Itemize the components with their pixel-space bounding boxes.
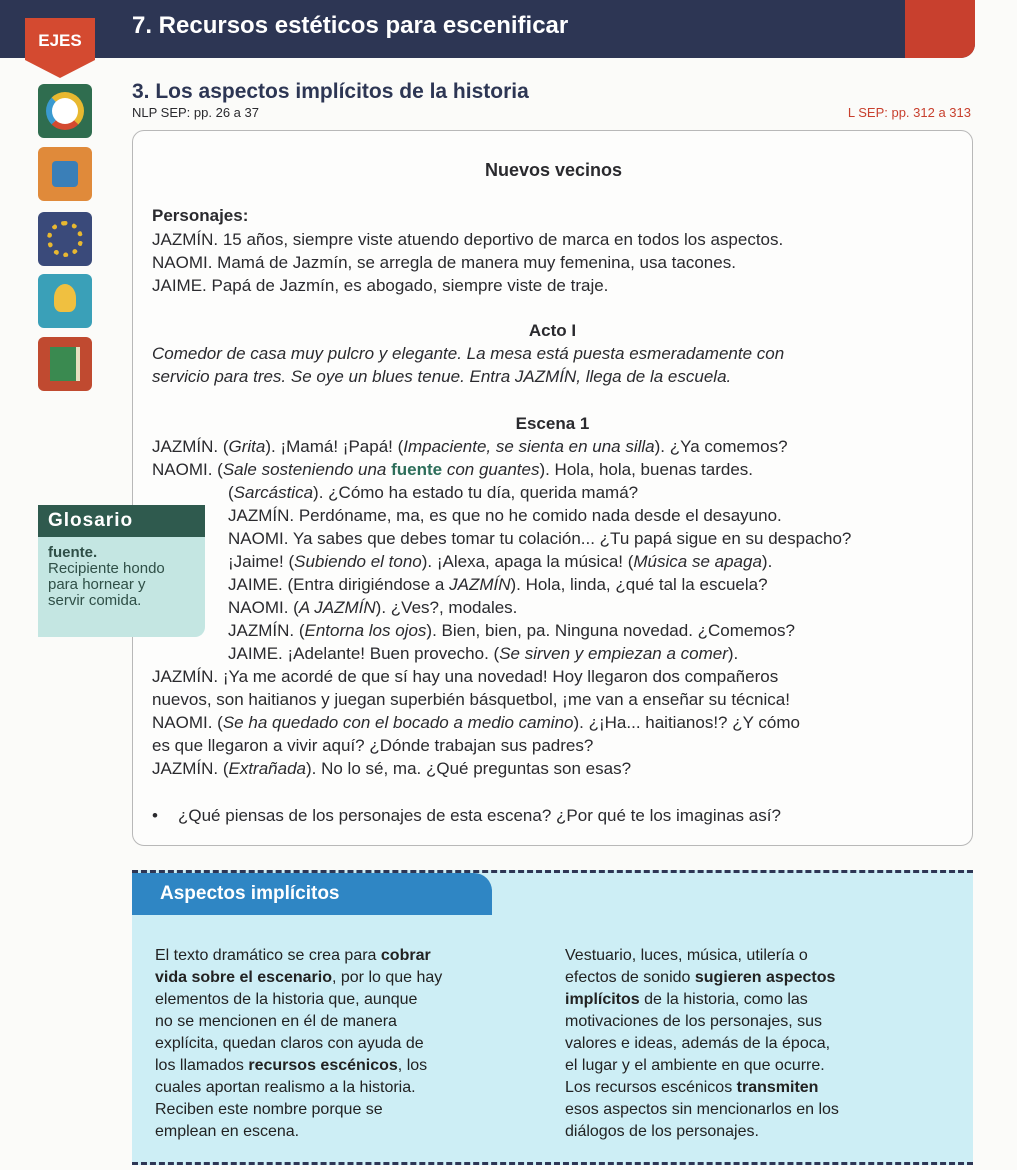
script-line bbox=[152, 366, 731, 388]
text-segment: emplean en escena. bbox=[155, 1123, 300, 1140]
script-line bbox=[228, 597, 517, 619]
lesson-title: 3. Los aspectos implícitos de la historia bbox=[132, 80, 529, 103]
text-segment: JAZMÍN. ( bbox=[152, 759, 229, 778]
text-segment: NAOMI. ( bbox=[152, 713, 223, 732]
glossary-term-link[interactable]: recursos escénicos bbox=[248, 1057, 398, 1074]
text-segment: los llamados bbox=[155, 1057, 249, 1074]
text-segment: el lugar y el ambiente en que ocurre. bbox=[565, 1057, 825, 1074]
text-segment: Se sirven y empiezan a comer bbox=[499, 644, 728, 663]
text-segment: ). Hola, hola, buenas tardes. bbox=[539, 460, 754, 479]
glossary-box bbox=[38, 505, 205, 637]
glossary-term-link[interactable]: fuente bbox=[391, 460, 443, 479]
glossary-term: fuente. bbox=[48, 544, 98, 561]
text-segment: JAIME. (Entra dirigiéndose a bbox=[228, 575, 450, 594]
text-segment: explícita, quedan claros con ayuda de bbox=[155, 1035, 424, 1052]
aspects-line bbox=[565, 945, 839, 967]
text-segment: Reciben este nombre porque se bbox=[155, 1101, 383, 1118]
text-segment: ). Bien, bien, pa. Ninguna novedad. ¿Comemos? bbox=[426, 621, 795, 640]
text-segment: no se mencionen en él de manera bbox=[155, 1013, 397, 1030]
text-segment: Extrañada bbox=[228, 759, 306, 778]
text-segment: Acto I bbox=[528, 321, 577, 340]
script-line bbox=[132, 413, 973, 435]
lightbulb-icon bbox=[38, 274, 92, 328]
text-segment: Música se apaga bbox=[633, 552, 762, 571]
script-line bbox=[152, 689, 790, 711]
script-line bbox=[152, 275, 608, 297]
text-segment: , los bbox=[397, 1057, 428, 1074]
aspects-line bbox=[565, 989, 839, 1011]
script-line bbox=[228, 528, 851, 550]
script-line bbox=[152, 229, 783, 251]
lsep-reference: L SEP: pp. 312 a 313 bbox=[847, 105, 971, 120]
script-line bbox=[228, 551, 772, 573]
text-segment: Personajes: bbox=[152, 206, 249, 225]
aspects-line bbox=[565, 1033, 839, 1055]
target-icon bbox=[38, 84, 92, 138]
text-segment: nuevos, son haitianos y juegan superbién básquetbol, ¡me van a enseñar su técnica! bbox=[152, 690, 790, 709]
text-segment: JAIME. ¡Adelante! Buen provecho. ( bbox=[228, 644, 500, 663]
reflection-question: ¿Qué piensas de los personajes de esta escena? ¿Por qué te los imaginas así? bbox=[178, 806, 781, 825]
text-segment: JAZMÍN. ¡Ya me acordé de que sí hay una novedad! Hoy llegaron dos compañeros bbox=[152, 667, 779, 686]
aspects-box bbox=[132, 870, 973, 1165]
text-segment: es que llegaron a vivir aquí? ¿Dónde trabajan sus padres? bbox=[152, 736, 594, 755]
aspects-line bbox=[155, 1055, 442, 1077]
aspects-line bbox=[155, 1011, 442, 1033]
aspects-line bbox=[565, 1011, 839, 1033]
text-segment: NAOMI. ( bbox=[228, 598, 299, 617]
text-segment: Los recursos escénicos bbox=[565, 1079, 737, 1096]
text-segment: ). ¿Cómo ha estado tu día, querida mamá? bbox=[313, 483, 639, 502]
text-segment: JAZMÍN bbox=[449, 575, 511, 594]
text-segment: Subiendo el tono bbox=[294, 552, 422, 571]
chapter-title: 7. Recursos estéticos para escenificar bbox=[132, 12, 569, 39]
text-segment: ). ¡Alexa, apaga la música! ( bbox=[421, 552, 634, 571]
aspects-line bbox=[155, 1033, 442, 1055]
text-segment: ). ¡Mamá! ¡Papá! ( bbox=[265, 437, 404, 456]
text-segment: Vestuario, luces, música, utilería o bbox=[565, 947, 808, 964]
text-segment: esos aspectos sin mencionarlos en los bbox=[565, 1101, 839, 1118]
text-segment: ). No lo sé, ma. ¿Qué preguntas son esas? bbox=[306, 759, 632, 778]
text-segment: JAZMÍN. ( bbox=[228, 621, 305, 640]
aspects-line bbox=[155, 1099, 442, 1121]
script-line bbox=[228, 620, 795, 642]
aspects-right-column bbox=[565, 945, 839, 1143]
script-title: Nuevos vecinos bbox=[484, 160, 623, 180]
text-segment: ). ¿¡Ha... haitianos!? ¿Y cómo bbox=[573, 713, 800, 732]
aspects-line bbox=[565, 1077, 839, 1099]
text-segment: Sale sosteniendo una bbox=[222, 460, 392, 479]
glossary-definition-line: servir comida. bbox=[48, 592, 142, 609]
text-segment: Entorna los ojos bbox=[304, 621, 427, 640]
script-line bbox=[152, 459, 753, 481]
text-segment: Impaciente, se sienta en una silla bbox=[403, 437, 655, 456]
aspects-line bbox=[155, 1077, 442, 1099]
text-segment: , por lo que hay bbox=[331, 969, 443, 986]
aspects-line bbox=[155, 945, 442, 967]
text-segment: valores e ideas, además de la época, bbox=[565, 1035, 831, 1052]
text-segment: efectos de sonido bbox=[565, 969, 695, 986]
script-line bbox=[152, 758, 631, 780]
text-segment: ). bbox=[727, 644, 739, 663]
text-segment: El texto dramático se crea para bbox=[155, 947, 381, 964]
text-segment: ¡Jaime! ( bbox=[228, 552, 295, 571]
text-segment: JAZMÍN. 15 años, siempre viste atuendo deportivo de marca en todos los aspectos. bbox=[152, 230, 784, 249]
text-segment: elementos de la historia que, aunque bbox=[155, 991, 418, 1008]
puzzle-icon bbox=[38, 147, 92, 201]
text-segment: NAOMI. Mamá de Jazmín, se arregla de manera muy femenina, usa tacones. bbox=[152, 253, 736, 272]
script-line bbox=[152, 252, 736, 274]
script-line bbox=[152, 436, 788, 458]
text-segment: JAZMÍN. Perdóname, ma, es que no he comido nada desde el desayuno. bbox=[228, 506, 782, 525]
text-segment: Comedor de casa muy pulcro y elegante. La mesa está puesta esmeradamente con bbox=[152, 344, 785, 363]
text-segment: servicio para tres. Se oye un blues tenue. Entra JAZMÍN, llega de la escuela. bbox=[152, 367, 732, 386]
aspects-line bbox=[155, 989, 442, 1011]
text-segment: ). bbox=[761, 552, 773, 571]
script-line bbox=[228, 574, 768, 596]
text-segment: JAIME. Papá de Jazmín, es abogado, siempre viste de traje. bbox=[152, 276, 609, 295]
text-segment: diálogos de los personajes. bbox=[565, 1123, 759, 1140]
text-segment: con guantes bbox=[442, 460, 540, 479]
text-segment: Escena 1 bbox=[515, 414, 590, 433]
aspects-line bbox=[565, 1121, 839, 1143]
text-segment: motivaciones de los personajes, sus bbox=[565, 1013, 823, 1030]
glossary-term-link[interactable]: cobrar bbox=[380, 947, 431, 964]
script-line bbox=[152, 712, 800, 734]
aspects-line bbox=[155, 1121, 442, 1143]
text-segment: Se ha quedado con el bocado a medio camino bbox=[222, 713, 574, 732]
text-segment: NAOMI. Ya sabes que debes tomar tu colación... ¿Tu papá sigue en su despacho? bbox=[228, 529, 852, 548]
header-accent bbox=[905, 0, 975, 58]
aspects-line bbox=[565, 967, 839, 989]
aspects-line bbox=[155, 967, 442, 989]
glossary-title: Glosario bbox=[38, 505, 205, 537]
text-segment: A JAZMÍN bbox=[298, 598, 376, 617]
glossary-definition-line: para hornear y bbox=[48, 576, 146, 593]
text-segment: ). ¿Ves?, modales. bbox=[375, 598, 518, 617]
people-circle-icon bbox=[38, 212, 92, 266]
text-segment: Sarcástica bbox=[233, 483, 314, 502]
script-line bbox=[132, 320, 973, 342]
aspects-title: Aspectos implícitos bbox=[132, 873, 492, 915]
glossary-term-link[interactable]: sugieren aspectos bbox=[694, 969, 836, 986]
text-segment: ). Hola, linda, ¿qué tal la escuela? bbox=[510, 575, 768, 594]
script-line bbox=[228, 482, 638, 504]
text-segment: Grita bbox=[228, 437, 266, 456]
script-line bbox=[152, 343, 784, 365]
glossary-term-link[interactable]: vida sobre el escenario bbox=[155, 969, 332, 986]
text-segment: de la historia, como las bbox=[639, 991, 808, 1008]
text-segment: JAZMÍN. ( bbox=[152, 437, 229, 456]
text-segment: ). ¿Ya comemos? bbox=[654, 437, 788, 456]
glossary-term-link[interactable]: transmiten bbox=[736, 1079, 819, 1096]
script-line bbox=[152, 205, 248, 227]
text-segment: NAOMI. ( bbox=[152, 460, 223, 479]
aspects-line bbox=[565, 1099, 839, 1121]
script-line bbox=[152, 735, 593, 757]
script-line bbox=[228, 505, 782, 527]
nlp-reference: NLP SEP: pp. 26 a 37 bbox=[132, 105, 259, 120]
text-segment: cuales aportan realismo a la historia. bbox=[155, 1079, 416, 1096]
script-line bbox=[152, 666, 778, 688]
book-icon bbox=[38, 337, 92, 391]
script-line bbox=[228, 643, 738, 665]
aspects-line bbox=[565, 1055, 839, 1077]
aspects-left-column bbox=[155, 945, 442, 1143]
ejes-badge: EJES bbox=[25, 18, 95, 60]
glossary-term-link[interactable]: implícitos bbox=[565, 991, 640, 1008]
glossary-definition-line: Recipiente hondo bbox=[48, 560, 165, 577]
bullet-icon: • bbox=[152, 806, 158, 825]
text-segment: ( bbox=[228, 483, 234, 502]
